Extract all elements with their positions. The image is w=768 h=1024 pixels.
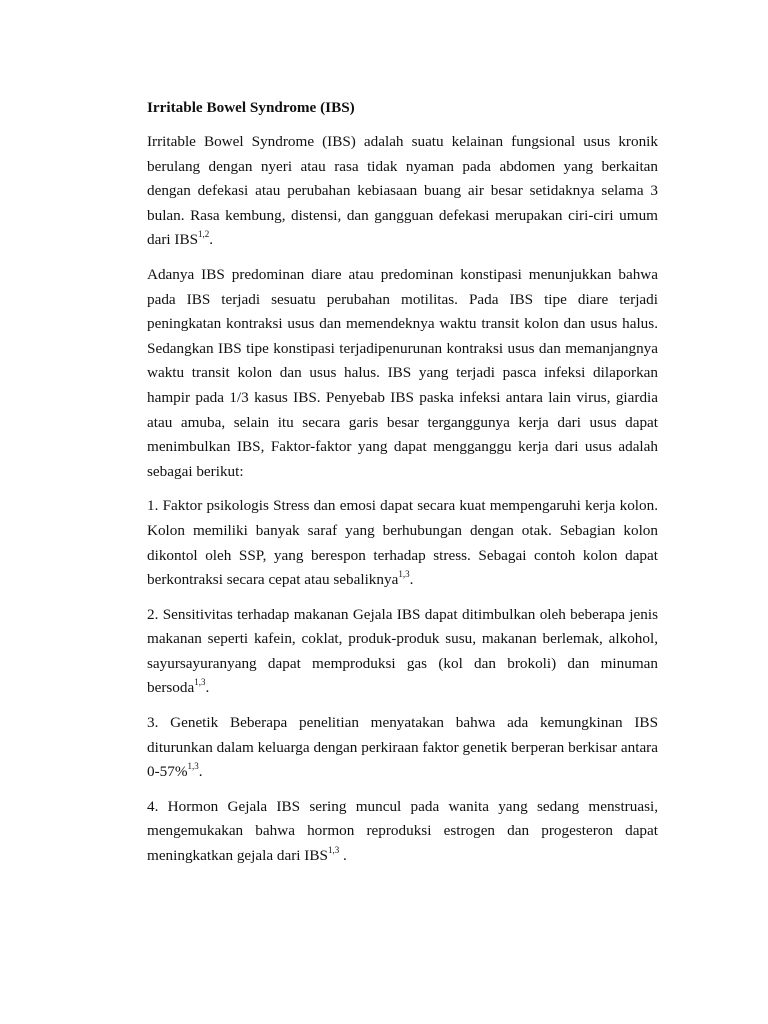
list-item-text: Hormon Gejala IBS sering muncul pada wanita yang sedang menstruasi, mengemukakan bahwa hormon reproduksi estrogen dan progesteron dapat meningkatkan gejala dari IBS xyxy=(147,797,659,865)
list-item-end: . xyxy=(205,679,210,697)
citation-ref: 1,3 xyxy=(327,844,340,855)
document-title: Irritable Bowel Syndrome (IBS) xyxy=(147,99,355,116)
list-item-number: 3. xyxy=(147,714,159,732)
list-item-genetic xyxy=(147,711,658,785)
document-body xyxy=(147,96,658,879)
list-item-number: 2. xyxy=(147,605,159,623)
list-item-end: . xyxy=(198,763,203,781)
list-item-text: Genetik Beberapa penelitian menyatakan bahwa ada kemungkinan IBS diturunkan dalam keluarga dengan perkiraan faktor genetik berperan berkisar antara 0-57% xyxy=(147,714,659,781)
list-item-hormone xyxy=(147,795,658,869)
citation-ref: 1,3 xyxy=(194,677,206,688)
list-item-food-sensitivity xyxy=(147,603,658,701)
list-item-end: . xyxy=(409,571,414,589)
list-item-psychological xyxy=(147,494,658,592)
citation-ref: 1,3 xyxy=(398,569,410,580)
citation-ref: 1,3 xyxy=(187,761,199,772)
list-item-end: . xyxy=(339,847,347,865)
paragraph-intro-text: Irritable Bowel Syndrome (IBS) adalah suatu kelainan fungsional usus kronik berulang dengan nyeri atau rasa tidak nyaman pada abdomen yang berkaitan dengan defekasi atau perubahan kebiasaan buang air besar setidaknya selama 3 bulan. Rasa kembung, distensi, dan gangguan defekasi merupakan ciri-ciri umum dari IBS xyxy=(147,133,658,249)
citation-ref: 1,2 xyxy=(198,229,210,240)
list-item-text: Sensitivitas terhadap makanan Gejala IBS dapat ditimbulkan oleh beberapa jenis makanan seperti kafein, coklat, produk-produk susu, makanan berlemak, alkohol, sayursayuranyang dapat memproduksi gas (kol dan brokoli) dan minuman bersoda xyxy=(147,605,658,697)
paragraph-motility: Adanya IBS predominan diare atau predominan konstipasi menunjukkan bahwa pada IBS terjadi sesuatu perubahan motilitas. Pada IBS tipe diare terjadi peningkatan kontraksi usus dan memendeknya waktu transit kolon dan usus halus. Sedangkan IBS tipe konstipasi terjadipenurunan kontraksi usus dan memanjangnya waktu transit kolon dan usus halus. IBS yang terjadi pasca infeksi dilaporkan hampir pada 1/3 kasus IBS. Penyebab IBS paska infeksi antara lain virus, giardia atau amuba, selain itu secara garis besar terganggunya kerja dari usus dapat menimbulkan IBS, Faktor-faktor yang dapat mengganggu kerja dari usus adalah sebagai berikut: xyxy=(147,265,658,480)
list-item-number: 1. xyxy=(147,497,159,515)
paragraph-end: . xyxy=(209,231,214,249)
list-item-number: 4. xyxy=(147,797,159,815)
paragraph-intro xyxy=(147,130,658,253)
list-item-text: Faktor psikologis Stress dan emosi dapat secara kuat mempengaruhi kerja kolon. Kolon memiliki banyak saraf yang berhubungan dengan otak. Sebagian kolon dikontol oleh SSP, yang berespon terhadap stress. Sebagai contoh kolon dapat berkontraksi secara cepat atau sebaliknya xyxy=(147,497,658,589)
